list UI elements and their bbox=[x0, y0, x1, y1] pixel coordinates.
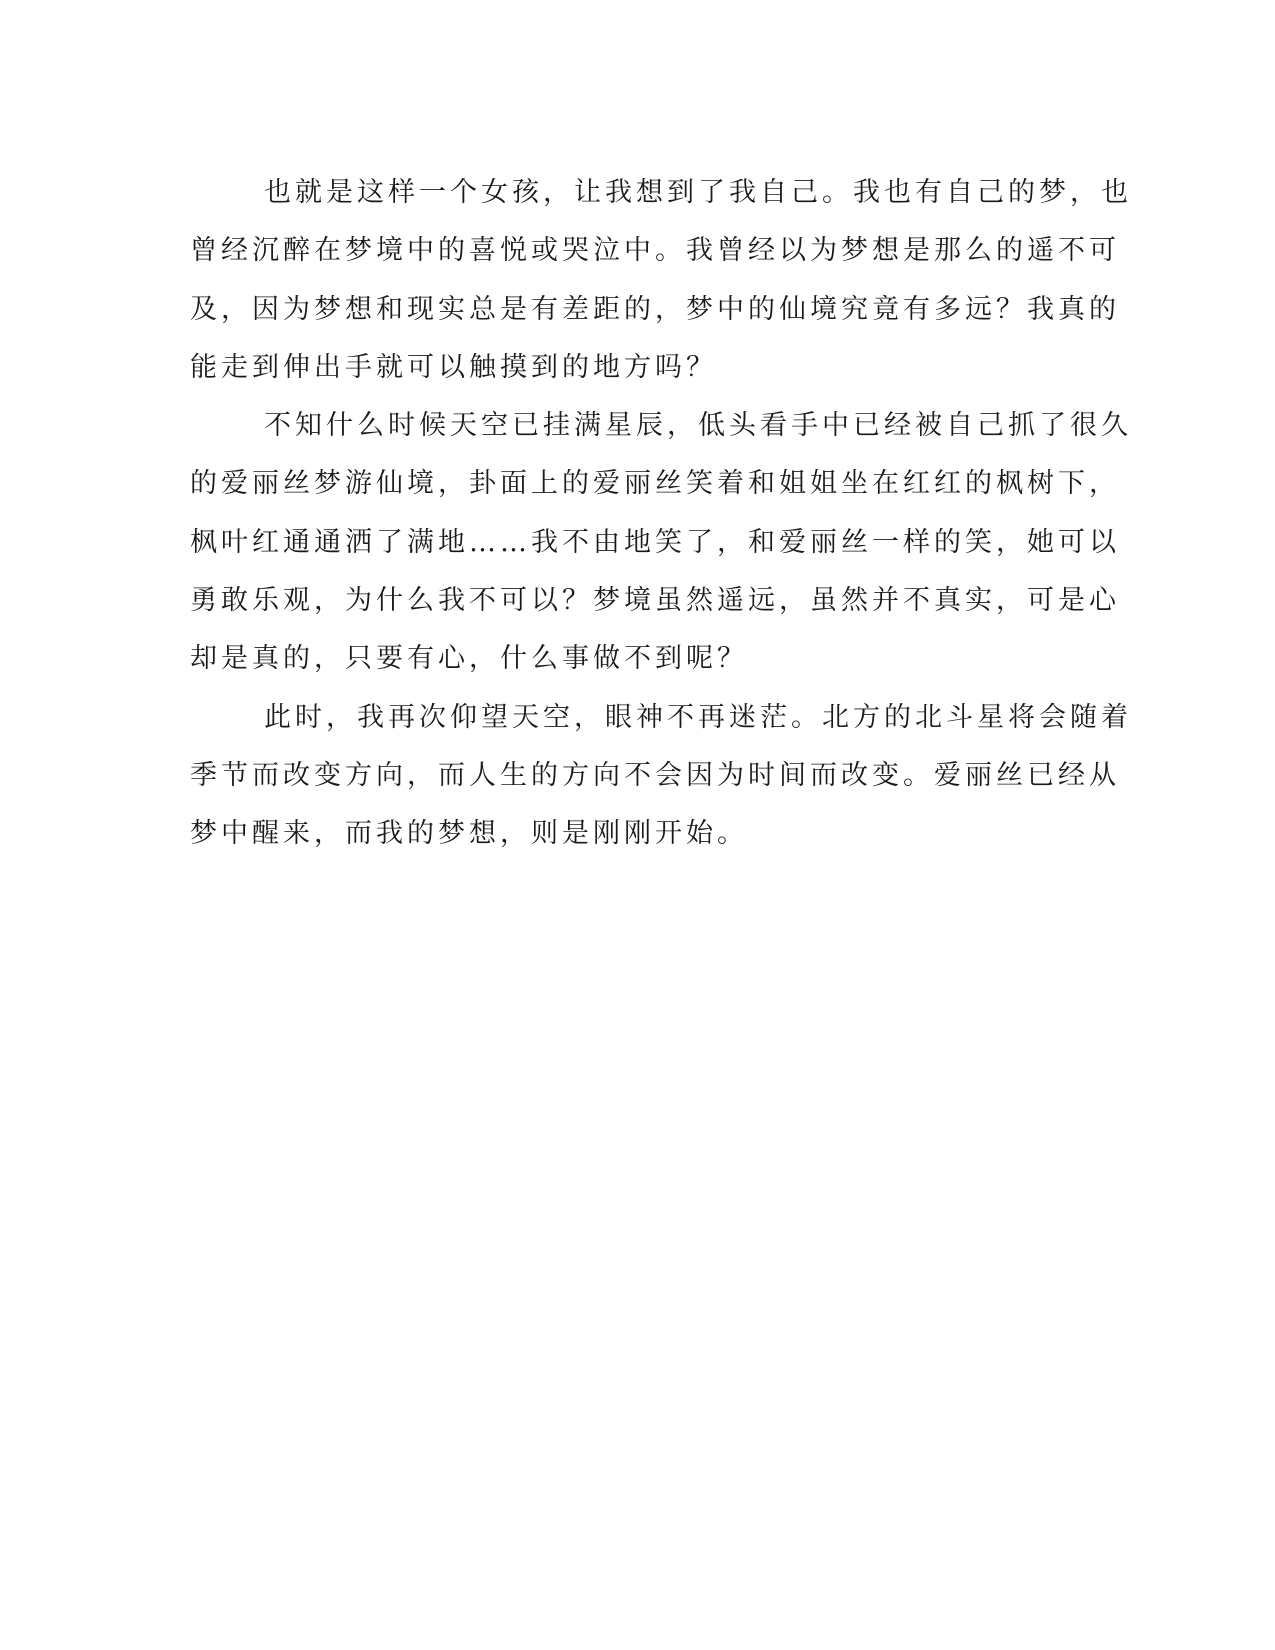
text-line: 季节而改变方向，而人生的方向不会因为时间而改变。爱丽丝已经从 bbox=[190, 759, 1120, 791]
text-line: 的爱丽丝梦游仙境，卦面上的爱丽丝笑着和姐姐坐在红红的枫树下， bbox=[190, 468, 1120, 500]
text-line: 此时，我再次仰望天空，眼神不再迷茫。北方的北斗星将会随着 bbox=[264, 701, 1132, 733]
paragraph-2 bbox=[190, 397, 1132, 688]
text-line: 梦中醒来，而我的梦想，则是刚刚开始。 bbox=[190, 818, 748, 850]
text-line: 枫叶红通通洒了满地……我不由地笑了，和爱丽丝一样的笑，她可以 bbox=[190, 526, 1120, 558]
text-line: 及，因为梦想和现实总是有差距的，梦中的仙境究竟有多远？我真的 bbox=[190, 293, 1120, 325]
text-line: 却是真的，只要有心，什么事做不到呢？ bbox=[190, 643, 748, 675]
text-line: 不知什么时候天空已挂满星辰，低头看手中已经被自己抓了很久 bbox=[264, 410, 1132, 442]
text-line: 勇敢乐观，为什么我不可以？梦境虽然遥远，虽然并不真实，可是心 bbox=[190, 585, 1120, 617]
text-line: 也就是这样一个女孩，让我想到了我自己。我也有自己的梦，也 bbox=[264, 177, 1132, 208]
paragraph-1 bbox=[190, 164, 1132, 397]
body-text bbox=[190, 164, 1132, 864]
paragraph-3 bbox=[190, 689, 1132, 864]
text-line: 曾经沉醉在梦境中的喜悦或哭泣中。我曾经以为梦想是那么的遥不可 bbox=[190, 235, 1120, 267]
text-line: 能走到伸出手就可以触摸到的地方吗？ bbox=[190, 351, 717, 383]
